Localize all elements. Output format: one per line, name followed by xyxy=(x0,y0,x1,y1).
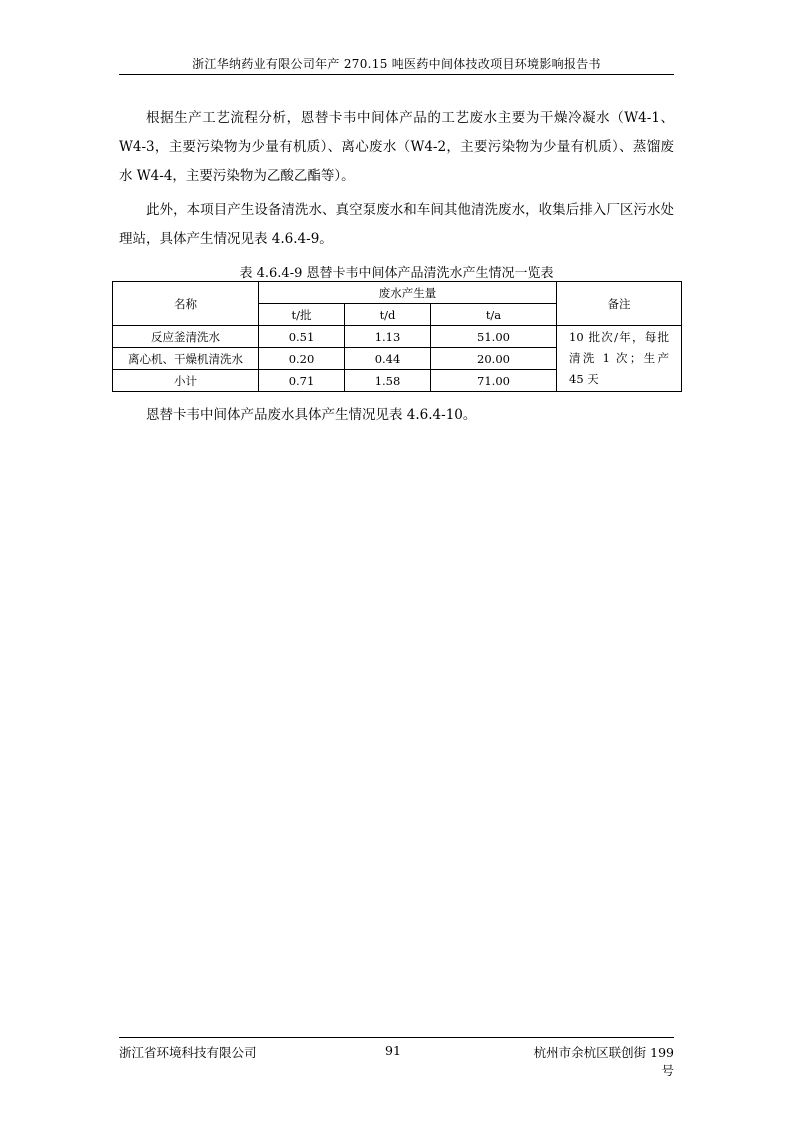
header-note: 备注 xyxy=(557,282,682,326)
header-divider xyxy=(119,74,674,75)
table-row xyxy=(113,326,682,348)
table-header-row xyxy=(113,282,682,304)
row-per-year: 51.00 xyxy=(431,326,557,348)
cleaning-water-table xyxy=(112,281,682,392)
table-caption: 表 4.6.4-9 恩替卡韦中间体产品清洗水产生情况一览表 xyxy=(239,266,554,281)
row-per-year: 71.00 xyxy=(431,370,557,392)
header-unit-year: t/a xyxy=(431,304,557,326)
page-header-title: 浙江华纳药业有限公司年产 270.15 吨医药中间体技改项目环境影响报告书 xyxy=(192,57,601,71)
page-number: 91 xyxy=(385,1043,401,1058)
row-name: 小计 xyxy=(113,370,259,392)
row-note: 10 批次/年，每批清洗 1 次；生产 45 天 xyxy=(557,326,682,392)
row-per-day: 1.13 xyxy=(345,326,431,348)
row-per-batch: 0.20 xyxy=(259,348,345,370)
row-per-year: 20.00 xyxy=(431,348,557,370)
row-per-batch: 0.71 xyxy=(259,370,345,392)
paragraph-cleaning-wastewater: 此外，本项目产生设备清洗水、真空泵废水和车间其他清洗废水，收集后排入厂区污水处理站，具体产生情况见表 4.6.4-9。 xyxy=(119,202,674,247)
paragraph-process-wastewater: 根据生产工艺流程分析，恩替卡韦中间体产品的工艺废水主要为干燥冷凝水（W4-1、W4-3，主要污染物为少量有机质）、离心废水（W4-2，主要污染物为少量有机质）、蒸馏废水 W4-4，主要污染物为乙酸乙酯等）。 xyxy=(119,110,674,184)
header-wastewater-amount: 废水产生量 xyxy=(259,282,557,304)
header-unit-day: t/d xyxy=(345,304,431,326)
row-per-batch: 0.51 xyxy=(259,326,345,348)
row-name: 离心机、干燥机清洗水 xyxy=(113,348,259,370)
footer-company: 浙江省环境科技有限公司 xyxy=(119,1045,257,1060)
paragraph-table-reference: 恩替卡韦中间体产品废水具体产生情况见表 4.6.4-10。 xyxy=(146,407,477,423)
row-name: 反应釜清洗水 xyxy=(113,326,259,348)
header-unit-batch: t/批 xyxy=(259,304,345,326)
footer-divider xyxy=(119,1037,674,1038)
row-per-day: 1.58 xyxy=(345,370,431,392)
footer-address: 杭州市余杭区联创街 199 号 xyxy=(533,1045,674,1078)
row-per-day: 0.44 xyxy=(345,348,431,370)
header-name: 名称 xyxy=(113,282,259,326)
